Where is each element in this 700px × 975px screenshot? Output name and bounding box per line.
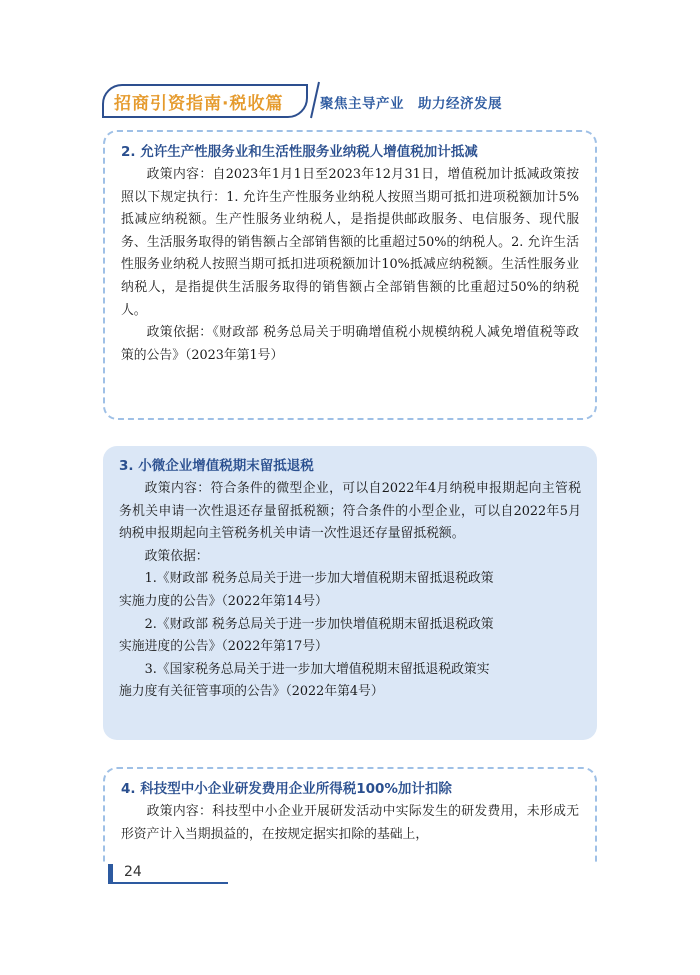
header-subtitle-b: 助力经济发展 bbox=[418, 96, 502, 112]
policy-reference bbox=[119, 659, 581, 704]
policy-content: 政策内容：科技型中小企业开展研发活动中实际发生的研发费用，未形成无形资产计入当期损益的，在按规定据实扣除的基础上， bbox=[121, 804, 579, 842]
header-subtitle bbox=[320, 92, 502, 112]
section-title: 2. 允许生产性服务业和生活性服务业纳税人增值税加计抵减 bbox=[121, 144, 478, 160]
policy-section-4 bbox=[103, 767, 597, 863]
reference-line: 实施进度的公告》（2022年第17号） bbox=[119, 639, 328, 655]
policy-content: 政策内容：自2023年1月1日至2023年12月31日，增值税加计抵减政策按照以下规定执行：1. 允许生产性服务业纳税人按照当期可抵扣进项税额加计5%抵减应纳税额。生产性服务业纳税人，是指提供邮政服务、电信服务、现代服务、生活服务取得的销售额占全部销售额的比重超过50%的纳税人。2. 允许生活性服务业纳税人按照当期可抵扣进项税额加计10%抵减应纳税额。生活性服务业纳税人，是指提供生活服务取得的销售额占全部销售额的比重超过50%的纳税人。 bbox=[121, 167, 579, 318]
section-title: 3. 小微企业增值税期末留抵退税 bbox=[119, 458, 314, 474]
policy-basis: 政策依据：《财政部 税务总局关于明确增值税小规模纳税人减免增值税等政策的公告》（2023年第1号） bbox=[121, 325, 579, 363]
policy-reference bbox=[119, 568, 581, 613]
page-number: 24 bbox=[124, 864, 142, 880]
section-title: 4. 科技型中小企业研发费用企业所得税100%加计扣除 bbox=[121, 781, 452, 797]
reference-line: 3.《国家税务总局关于进一步加大增值税期末留抵退税政策实 bbox=[144, 661, 490, 677]
footer-rule bbox=[108, 882, 228, 884]
page-header bbox=[102, 78, 622, 122]
policy-reference bbox=[119, 614, 581, 659]
reference-line: 实施力度的公告》（2022年第14号） bbox=[119, 593, 328, 609]
policy-section-3 bbox=[103, 446, 597, 740]
header-subtitle-a: 聚焦主导产业 bbox=[320, 96, 404, 112]
page-number-marker bbox=[108, 864, 113, 884]
reference-line: 施力度有关征管事项的公告》（2022年第4号） bbox=[119, 684, 384, 700]
policy-content: 政策内容：符合条件的微型企业，可以自2022年4月纳税申报期起向主管税务机关申请一次性退还存量留抵税额；符合条件的小型企业，可以自2022年5月纳税申报期起向主管税务机关申请一次性退还存量留抵税额。 bbox=[119, 481, 581, 542]
policy-section-2 bbox=[103, 130, 597, 420]
policy-basis-label: 政策依据： bbox=[144, 548, 209, 564]
reference-line: 2.《财政部 税务总局关于进一步加快增值税期末留抵退税政策 bbox=[144, 616, 494, 632]
reference-line: 1.《财政部 税务总局关于进一步加大增值税期末留抵退税政策 bbox=[144, 571, 494, 587]
header-title: 招商引资指南·税收篇 bbox=[114, 94, 284, 114]
